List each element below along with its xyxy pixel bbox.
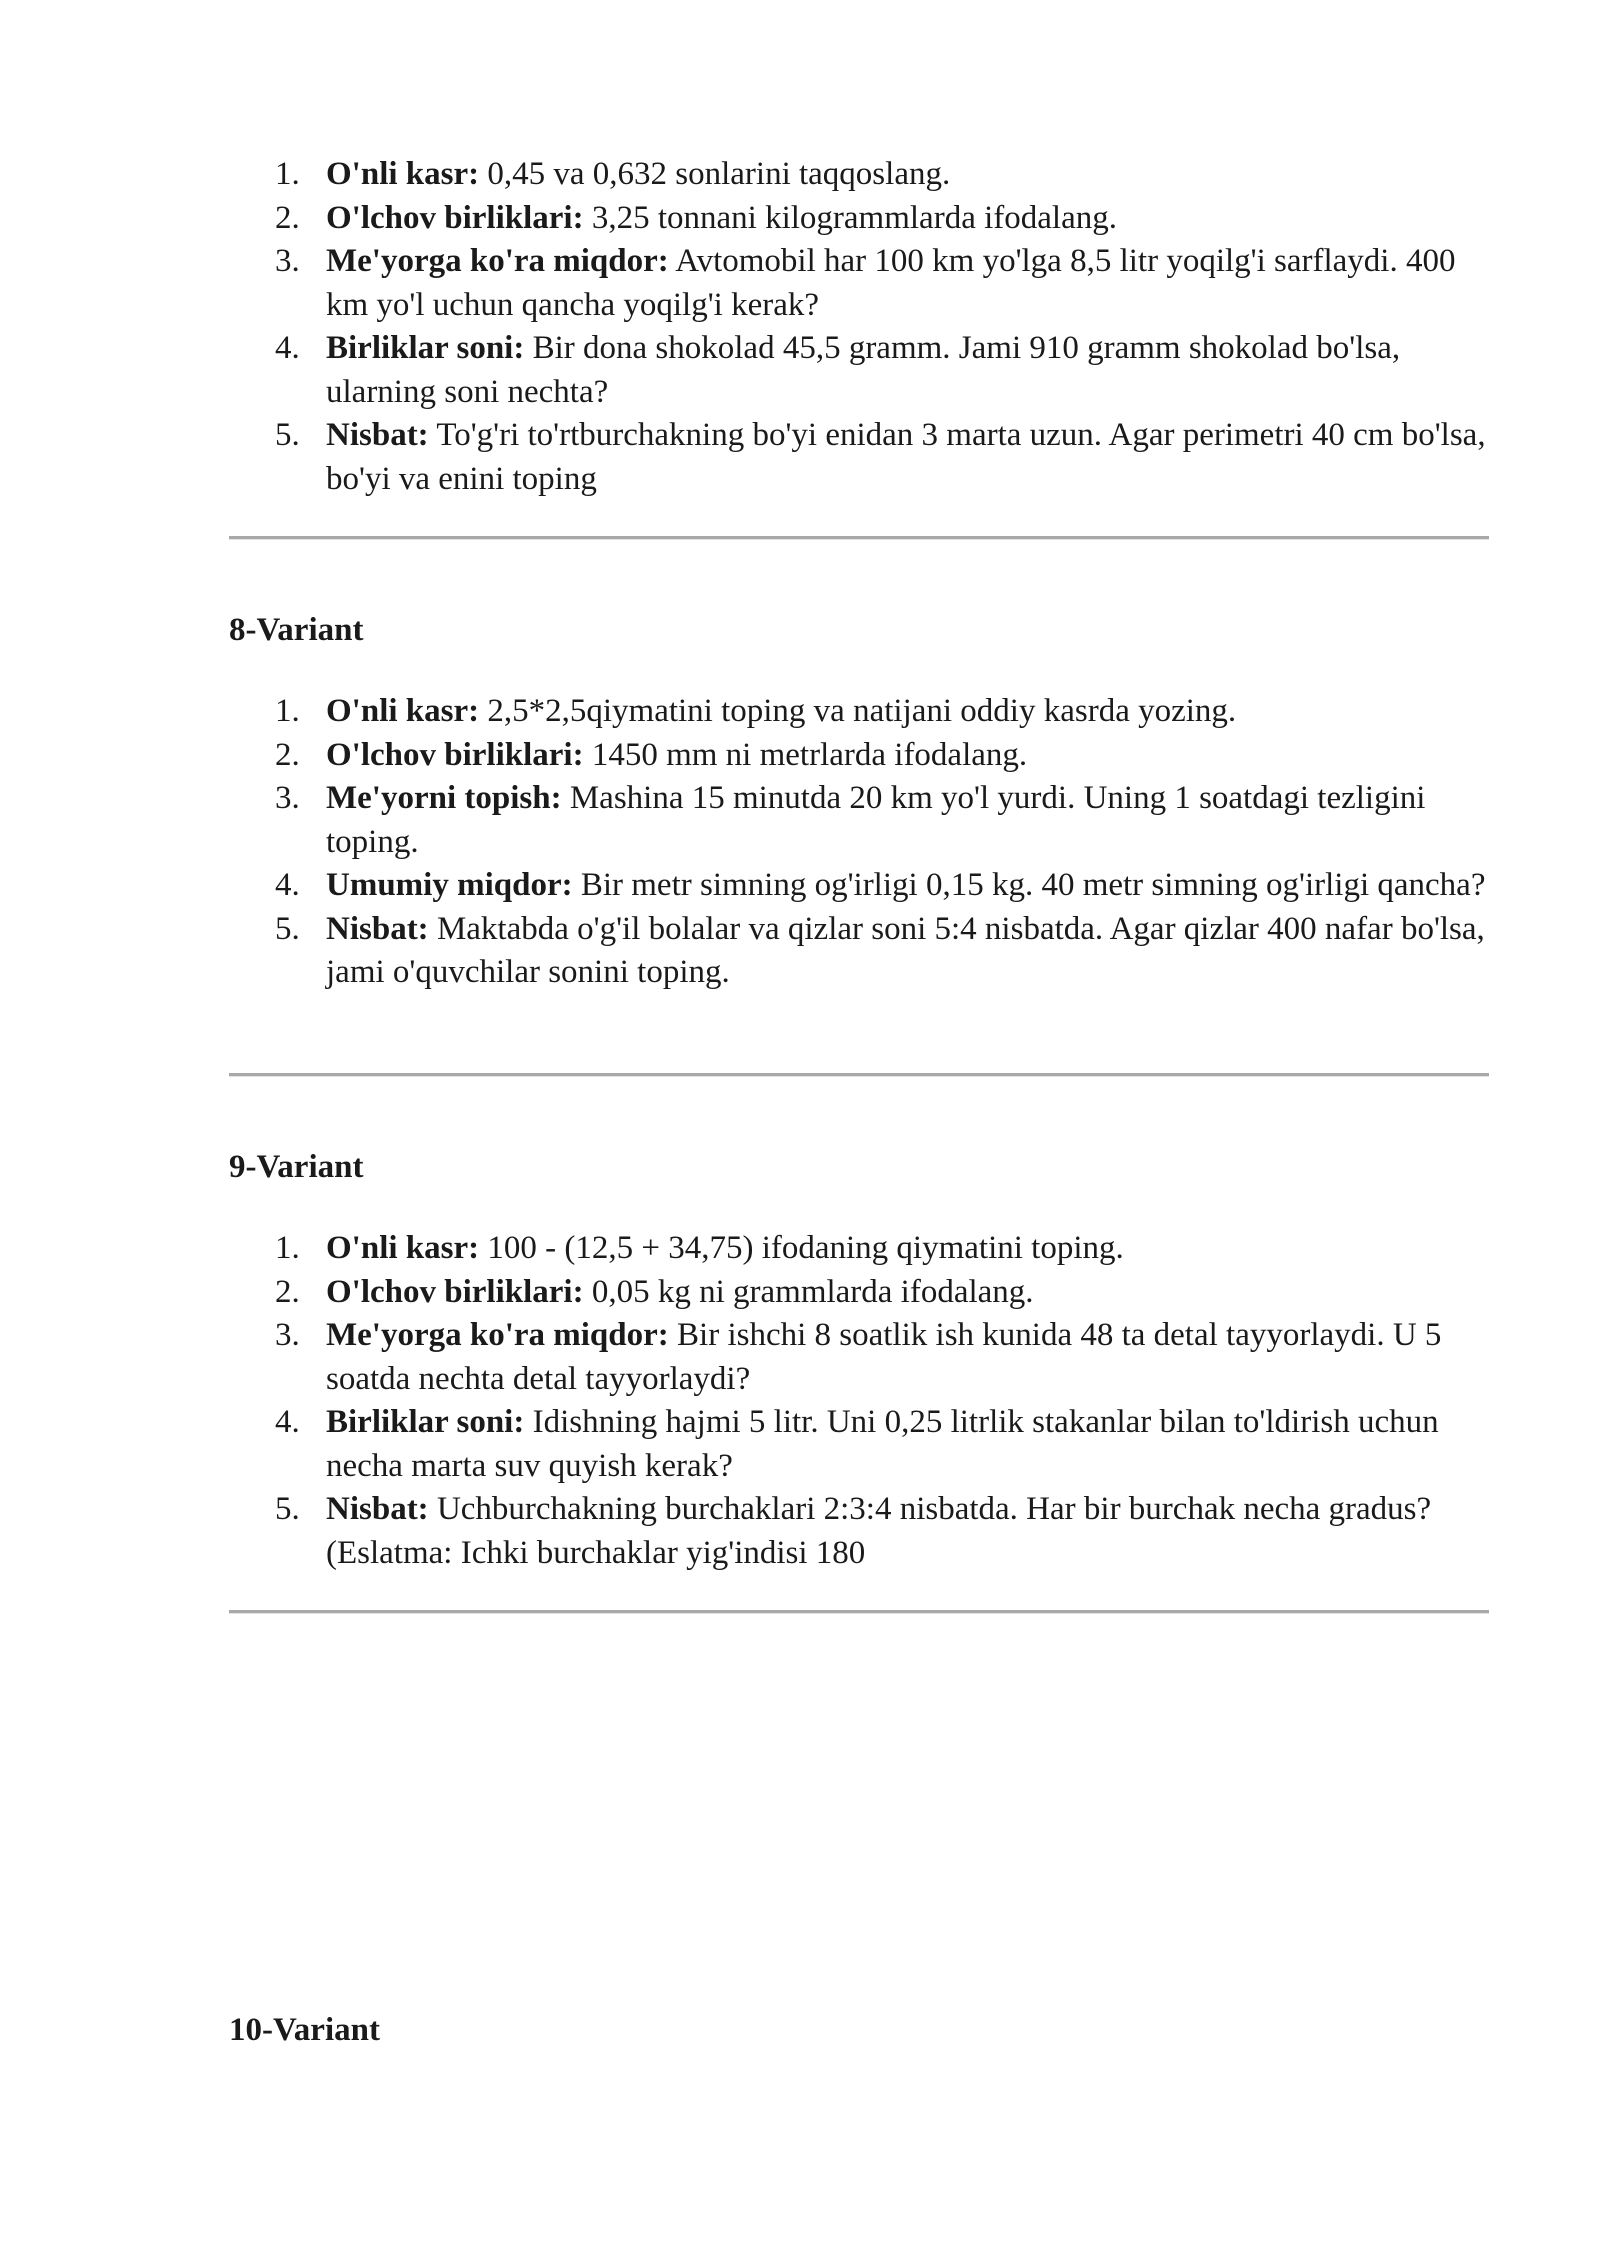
task-item [229, 734, 1489, 778]
task-topic: Me'yorga ko'ra miqdor: [326, 1317, 669, 1353]
task-topic: Me'yorni topish: [326, 780, 562, 816]
task-item [229, 864, 1489, 908]
task-text: 0,45 va 0,632 sonlarini taqqoslang. [479, 156, 951, 192]
task-number: 5. [275, 417, 300, 453]
task-text: Bir ishchi 8 soatlik ish kunida 48 ta detal tayyorlaydi. U 5 soatda nechta detal tayyorlaydi? [326, 1317, 1442, 1397]
task-number: 5. [275, 1491, 300, 1527]
task-item [229, 327, 1489, 414]
task-number: 3. [275, 1317, 300, 1353]
task-number: 1. [275, 156, 300, 192]
task-topic: Me'yorga ko'ra miqdor: [326, 243, 669, 279]
task-item [229, 690, 1489, 734]
task-list [229, 153, 1489, 501]
task-text: To'g'ri to'rtburchakning bo'yi enidan 3 marta uzun. Agar perimetri 40 cm bo'lsa, bo'yi va enini toping [326, 417, 1486, 497]
task-text: Uchburchakning burchaklari 2:3:4 nisbatda. Har bir burchak necha gradus? (Eslatma: Ichki burchaklar yig'indisi 180 [326, 1491, 1432, 1571]
task-text: Mashina 15 minutda 20 km yo'l yurdi. Uning 1 soatdagi tezligini toping. [326, 780, 1426, 860]
variant-heading: 9-Variant [229, 1149, 364, 1185]
task-number: 4. [275, 867, 300, 903]
task-topic: O'lchov birliklari: [326, 736, 584, 773]
variant-8-tasks [229, 690, 1489, 995]
task-number: 3. [275, 243, 300, 279]
task-text: 2,5*2,5qiymatini toping va natijani oddiy kasrda yozing. [479, 693, 1237, 729]
task-number: 4. [275, 1404, 300, 1440]
task-text: Bir dona shokolad 45,5 gramm. Jami 910 gramm shokolad bo'lsa, ularning soni nechta? [326, 330, 1401, 410]
task-topic: Nisbat: [326, 417, 429, 453]
task-topic: O'lchov birliklari: [326, 1273, 584, 1310]
task-item [229, 1401, 1489, 1488]
section-divider [229, 536, 1489, 540]
task-item [229, 1314, 1489, 1401]
task-number: 1. [275, 693, 300, 729]
task-text: Idishning hajmi 5 litr. Uni 0,25 litrlik stakanlar bilan to'ldirish uchun necha marta suv quyish kerak? [326, 1404, 1439, 1484]
task-list [229, 1227, 1489, 1575]
task-number: 2. [275, 736, 300, 773]
task-topic: O'nli kasr: [326, 156, 480, 192]
variant-heading: 10-Variant [229, 2012, 380, 2048]
task-item [229, 777, 1489, 864]
section-divider [229, 1610, 1489, 1614]
task-item [229, 1271, 1489, 1315]
task-item [229, 908, 1489, 995]
task-text: 3,25 tonnani kilogrammlarda ifodalang. [583, 199, 1117, 236]
task-number: 5. [275, 910, 300, 947]
task-topic: O'nli kasr: [326, 1230, 480, 1266]
task-list [229, 690, 1489, 995]
task-topic: Umumiy miqdor: [326, 867, 573, 903]
variant-heading: 8-Variant [229, 612, 364, 648]
task-topic: Birliklar soni: [326, 1404, 525, 1440]
task-item [229, 1488, 1489, 1575]
task-item [229, 240, 1489, 327]
variant-9-tasks [229, 1227, 1489, 1575]
task-topic: O'lchov birliklari: [326, 199, 584, 236]
task-item [229, 414, 1489, 501]
task-topic: Birliklar soni: [326, 330, 525, 366]
task-text: Bir metr simning og'irligi 0,15 kg. 40 metr simning og'irligi qancha? [572, 867, 1486, 903]
task-number: 1. [275, 1230, 300, 1266]
task-text: 100 - (12,5 + 34,75) ifodaning qiymatini toping. [479, 1230, 1124, 1266]
variant-7-tasks [229, 153, 1489, 501]
task-number: 4. [275, 330, 300, 366]
task-text: Avtomobil har 100 km yo'lga 8,5 litr yoqilg'i sarflaydi. 400 km yo'l uchun qancha yoqilg'i kerak? [326, 243, 1456, 323]
task-topic: Nisbat: [326, 1491, 429, 1527]
task-item [229, 197, 1489, 241]
task-topic: O'nli kasr: [326, 693, 480, 729]
task-item [229, 153, 1489, 197]
task-topic: Nisbat: [326, 910, 429, 947]
task-text: Maktabda o'g'il bolalar va qizlar soni 5:4 nisbatda. Agar qizlar 400 nafar bo'lsa, jami o'quvchilar sonini toping. [326, 910, 1485, 990]
task-text: 1450 mm ni metrlarda ifodalang. [583, 736, 1028, 773]
task-number: 2. [275, 199, 300, 236]
task-text: 0,05 kg ni grammlarda ifodalang. [583, 1273, 1034, 1310]
section-divider [229, 1073, 1489, 1077]
task-number: 3. [275, 780, 300, 816]
task-number: 2. [275, 1273, 300, 1310]
task-item [229, 1227, 1489, 1271]
